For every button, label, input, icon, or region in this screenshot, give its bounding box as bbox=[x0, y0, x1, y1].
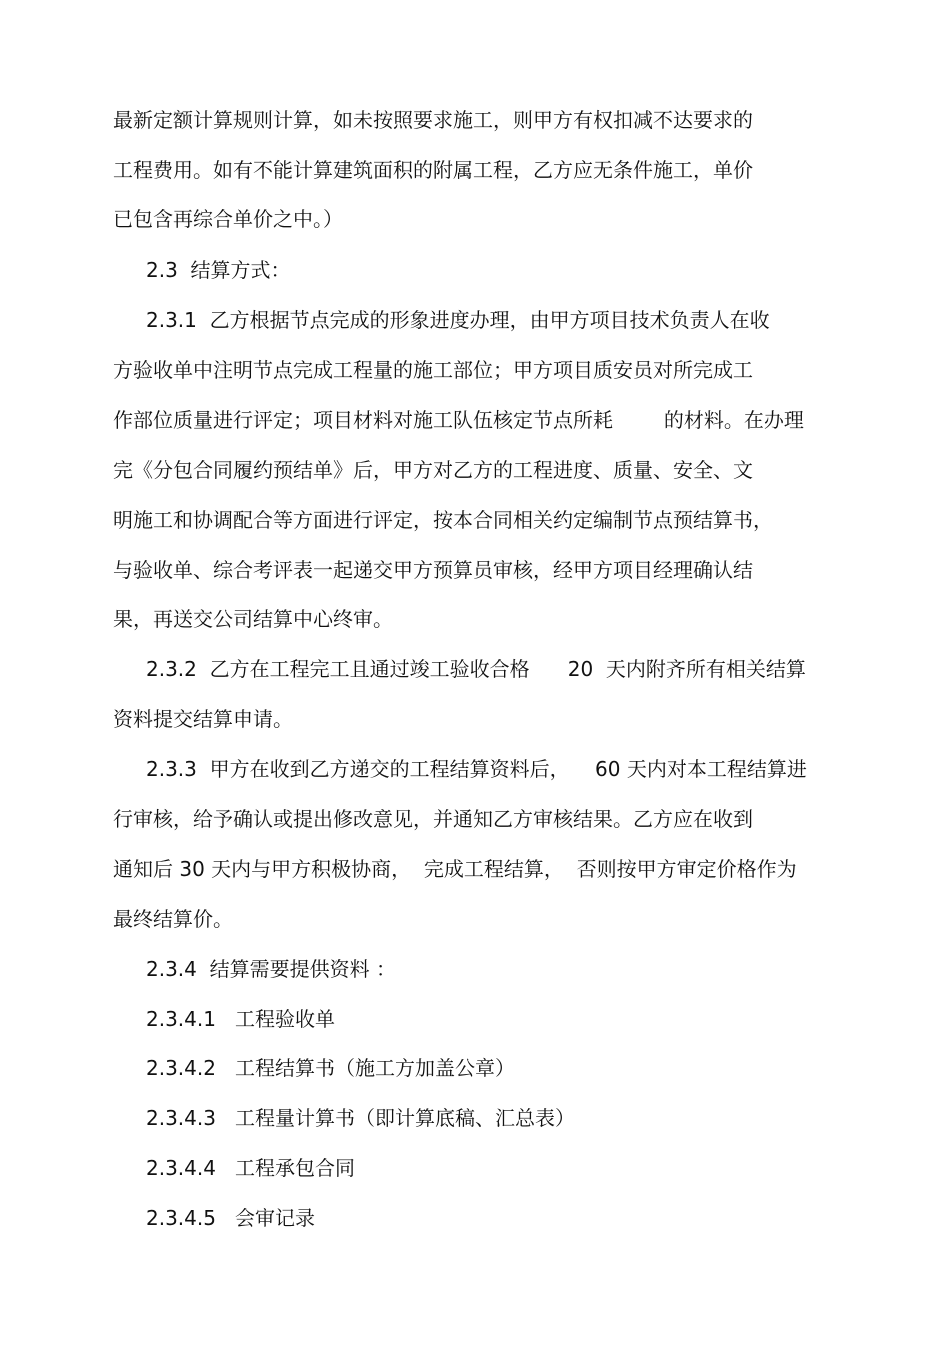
body-text-line: 资料提交结算申请。 bbox=[113, 707, 293, 731]
section-heading: 2.3 结算方式： bbox=[146, 258, 291, 282]
list-item: 2.3.4.1 工程验收单 bbox=[146, 1007, 336, 1031]
body-text-line: 最终结算价。 bbox=[113, 907, 233, 931]
body-text-line: 工程费用。如有不能计算建筑面积的附属工程，乙方应无条件施工，单价 bbox=[113, 158, 753, 182]
body-text-line: 通知后 30 天内与甲方积极协商， 完成工程结算， 否则按甲方审定价格作为 bbox=[113, 857, 797, 881]
body-text-line: 已包含再综合单价之中。） bbox=[113, 207, 343, 231]
body-text-line: 最新定额计算规则计算，如未按照要求施工，则甲方有权扣减不达要求的 bbox=[113, 108, 753, 132]
clause-first-line: 2.3.1 乙方根据节点完成的形象进度办理，由甲方项目技术负责人在收 bbox=[146, 308, 770, 332]
list-item: 2.3.4.3 工程量计算书（即计算底稿、汇总表） bbox=[146, 1106, 576, 1130]
list-item: 2.3.4.5 会审记录 bbox=[146, 1206, 316, 1230]
body-text-line: 明施工和协调配合等方面进行评定，按本合同相关约定编制节点预结算书， bbox=[113, 508, 773, 532]
body-text-line: 方验收单中注明节点完成工程量的施工部位；甲方项目质安员对所完成工 bbox=[113, 358, 753, 382]
body-text-line: 行审核，给予确认或提出修改意见，并通知乙方审核结果。乙方应在收到 bbox=[113, 807, 753, 831]
body-text-line: 作部位质量进行评定；项目材料对施工队伍核定节点所耗 的材料。在办理 bbox=[113, 408, 804, 432]
clause-first-line: 2.3.2 乙方在工程完工且通过竣工验收合格 20 天内附齐所有相关结算 bbox=[146, 657, 806, 681]
clause-first-line: 2.3.4 结算需要提供资料 ： bbox=[146, 957, 396, 981]
body-text-line: 完《分包合同履约预结单》后，甲方对乙方的工程进度、质量、安全、文 bbox=[113, 458, 753, 482]
clause-first-line: 2.3.3 甲方在收到乙方递交的工程结算资料后， 60 天内对本工程结算进 bbox=[146, 757, 807, 781]
list-item: 2.3.4.4 工程承包合同 bbox=[146, 1156, 356, 1180]
body-text-line: 与验收单、综合考评表一起递交甲方预算员审核，经甲方项目经理确认结 bbox=[113, 558, 753, 582]
body-text-line: 果，再送交公司结算中心终审。 bbox=[113, 607, 393, 631]
list-item: 2.3.4.2 工程结算书（施工方加盖公章） bbox=[146, 1056, 516, 1080]
